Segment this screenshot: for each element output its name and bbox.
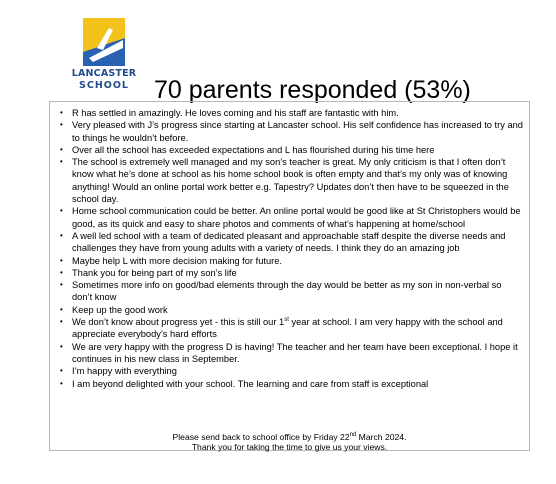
comment-item [50,341,529,366]
bullet-icon: • [60,157,63,167]
comment-text: I’m happy with everything [72,366,177,377]
comment-text: I am beyond delighted with your school. The learning and care from staff is exceptional [72,378,429,389]
bullet-icon: • [60,366,63,376]
logo-name: LANCASTER [71,68,137,79]
comment-text: We are very happy with the progress D is having! The teacher and her team have been exceptional. I hope it continues in his new class in September. [72,341,518,364]
comment-text: R has settled in amazingly. He loves coming and his staff are fantastic with him. [72,108,399,118]
comment-text: Thank you for being part of my son’s life [72,267,237,278]
school-logo-icon [83,18,125,66]
comment-text: Sometimes more info on good/bad elements through the day would be better as my son in non-verbal so don’t know [72,280,502,303]
bullet-icon: • [60,378,63,388]
comment-item [50,230,529,255]
bullet-icon: • [60,341,63,351]
bullet-icon: • [60,108,63,117]
comment-item [50,205,529,230]
comments-panel [49,101,530,451]
comments-list [50,107,529,390]
school-logo [68,18,140,102]
comment-item [50,365,529,377]
bullet-icon: • [60,206,63,216]
comment-item [50,304,529,316]
bullet-icon: • [60,120,63,130]
comment-item [50,144,529,156]
footer-deadline: Please send back to school office by Friday 22nd March 2024. [172,432,407,442]
bullet-icon: • [60,144,63,154]
comment-item [50,267,529,279]
footer [50,432,529,452]
comment-item [50,378,529,390]
logo-subtitle: SCHOOL [79,80,129,91]
comment-text: Keep up the good work [72,304,168,315]
bullet-icon: • [60,230,63,240]
bullet-icon: • [60,317,63,327]
comment-text: The school is extremely well managed and my son’s teacher is great. My only criticism is that I often don’t know what he’s done at school as his home school book is often empty and that’s my only was of knowing anything! Would an online portal work better e.g. Tapestry? Updates don’t then have to be squeezed in the school day. [72,157,509,205]
comment-item [50,279,529,304]
comment-text: Very pleased with J’s progress since starting at Lancaster school. His self confidence has increased to try and to things he wouldn’t before. [72,120,523,143]
bullet-icon: • [60,280,63,290]
comment-text: We don’t know about progress yet - this is still our 1st year at school. I am very happy with the school and appreciate everybody’s hard efforts [72,316,503,340]
comment-item [50,316,529,341]
comment-text: Home school communication could be better. An online portal would be good like at St Christophers would be good, as its quick and easy to share photos and comments of what’s happening at home/school [72,206,521,229]
footer-thanks: Thank you for taking the time to give us your views. [191,442,388,452]
comment-item [50,119,529,144]
comment-item [50,107,529,119]
comment-text: Over all the school has exceeded expectations and L has flourished during his time here [72,144,435,155]
bullet-icon: • [60,304,63,314]
page-title: 70 parents responded (53%) [154,76,471,104]
comment-text: Maybe help L with more decision making for future. [72,255,282,266]
bullet-icon: • [60,267,63,277]
comment-item [50,255,529,267]
comment-text: A well led school with a team of dedicated pleasant and approachable staff despite the diverse needs and challenges they have from young adults with a variety of needs. I think they do an amazing job [72,230,506,254]
comment-item [50,156,529,205]
bullet-icon: • [60,255,63,265]
